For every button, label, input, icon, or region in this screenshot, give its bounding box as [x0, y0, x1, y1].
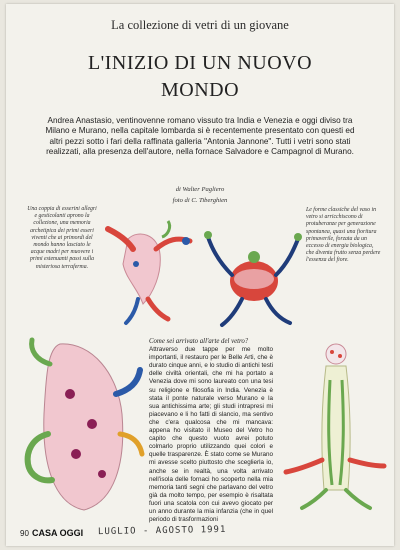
interview-answer: Attraverso due tappe per me molto importanti, il restauro per le Belle Arti, che è durato cinque anni, e lo studio di antichi testi delle civiltà orientali, che mi ha portato a Venezia dove mi sono laureato con una tesi su religione e filosofia in India. Venezia è stata il ponte naturale verso Murano e la sua antichissima arte; gli studi intrapresi mi piacevano e li ho fatti di slancio, ma sentivo che c'era qualcosa che mi mancava: appena ho visitato il Museo del Vetro ho capito che questo vuoto avrei potuto colmarlo proprio utilizzando quei colori e quelle trasparenze. È stato come se Murano mi avesse scelto piuttosto che sceglierla io, anche se in realtà, una volta arrivato nell'isola delle fornaci ho scoperto nella mia memoria tanti segni che parlavano del vetro già da molto tempo, per esempio è risaltata fuori una scatola con cui avevo giocato per un anno durante la mia infanzia (che in quel periodo di trasformazioni: [149, 346, 273, 524]
handwritten-date: LUGLIO - AGOSTO 1991: [97, 524, 227, 538]
glass-creature-pink-photo: [98, 209, 208, 329]
author-credit: di Walter Pagliero: [175, 186, 225, 193]
magazine-name: CASA OGGI: [32, 528, 84, 538]
headline-line-2: MONDO: [160, 79, 240, 101]
caption-left: Una coppia di esserini allegri e gesticolanti aprono la collezione, una memoria archetipica dei primi esseri viventi che ai primordi del mondo hanno lasciato le acque madri per muovere i primi estenuanti passi sulla misteriosa terraferma.: [27, 206, 97, 270]
magazine-page: [6, 4, 394, 546]
page-number: 90: [20, 529, 29, 538]
headline-line-1: L'INIZIO DI UN NUOVO: [87, 52, 313, 74]
article-body: [149, 338, 273, 524]
page-footer: [20, 526, 380, 544]
section-kicker: La collezione di vetri di un giovane: [111, 18, 289, 32]
glass-vase-green-photo: [282, 340, 388, 516]
intro-paragraph: Andrea Anastasio, ventinovenne romano vissuto tra India e Venezia e oggi diviso tra Milano e Murano, nella capitale lombarda si è recentemente presentato con questi ed altri pezzi sotto i fari della raffinata galleria "Antonia Jannone". Tutti i vetri sono stati realizzati, alla presenza dell'autore, nella fornace Salvadore e Campagnol di Murano.: [45, 116, 355, 156]
photo-credit: foto di C. Tiberghien: [172, 197, 228, 204]
headline: [6, 50, 394, 104]
glass-creature-red-photo: [202, 219, 308, 331]
glass-vase-pink-photo: [22, 334, 146, 519]
interview-question: Come sei arrivato all'arte del vetro?: [149, 338, 249, 345]
caption-right: Le forme classiche del vaso in vetro si arricchiscono di protuberanze per generazione spontanea, quasi una fioritura primaverile, forzata da un eccesso di energia biologica, che diventa frutto senza perdere l'essenza del fiore.: [306, 207, 381, 264]
